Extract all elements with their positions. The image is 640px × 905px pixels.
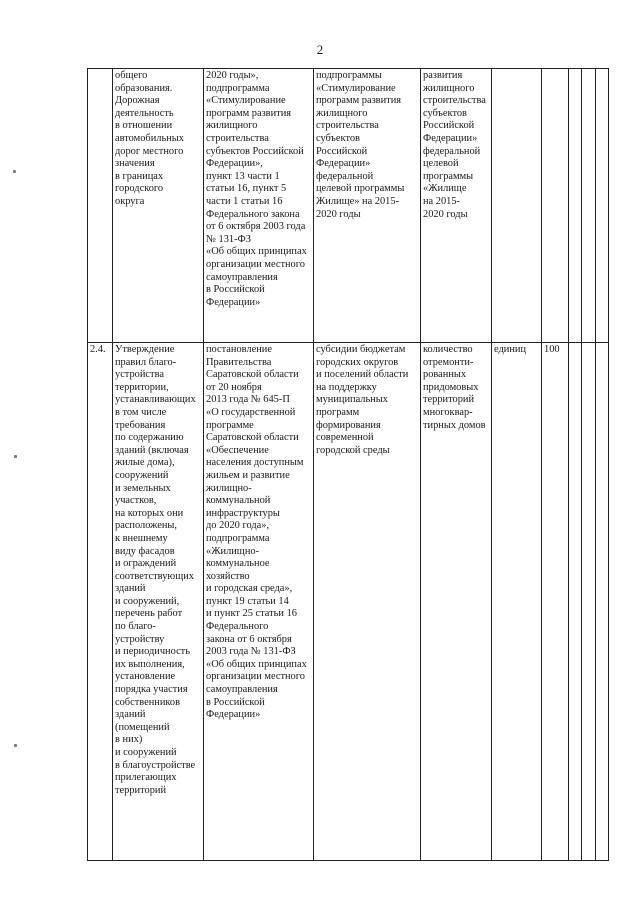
empty-cell: [596, 343, 609, 861]
cell-text-line: установление: [115, 671, 176, 683]
cell-text-line: современной: [316, 432, 374, 444]
row-number-cell: 2.4.: [88, 343, 113, 861]
empty-cell: [596, 69, 609, 343]
cell-text-line: коммунальное: [206, 558, 270, 570]
cell-text-line: жилищного: [316, 107, 368, 119]
cell-text-line: зданий: [115, 709, 146, 721]
cell-text-line: Российской: [316, 145, 368, 157]
cell-text-line: Российской: [423, 120, 475, 132]
cell-text-line: Саратовской области: [206, 432, 299, 444]
cell-text-line: деятельность: [115, 107, 174, 119]
cell-text-line: (помещений: [115, 721, 170, 733]
cell-text-line: «Об общих принципах: [206, 246, 307, 258]
cell-text-line: рованных: [423, 369, 467, 381]
cell-text-line: перечень работ: [115, 608, 183, 620]
cell-text-line: их выполнения,: [115, 658, 185, 670]
empty-cell: [569, 343, 582, 861]
value-cell: [542, 69, 569, 343]
cell-text-line: соответствующих: [115, 570, 194, 582]
indicator-cell: [421, 69, 492, 343]
empty-cell: [569, 69, 582, 343]
empty-cell: [582, 69, 596, 343]
cell-text-line: территорий: [115, 784, 167, 796]
cell-text-line: на которых они: [115, 507, 184, 519]
row-number-cell: [88, 69, 113, 343]
cell-text-line: «Стимулирование: [316, 82, 396, 94]
cell-text-line: субъектов: [316, 132, 360, 144]
cell-text-line: развития: [423, 70, 463, 81]
cell-text-line: программ: [316, 406, 360, 418]
measure-cell: [113, 343, 204, 861]
legal-basis-cell: [204, 69, 314, 343]
cell-text-line: Утверждение: [115, 344, 175, 355]
cell-text-line: зданий (включая: [115, 444, 189, 456]
cell-text-line: жильем и развитие: [206, 469, 290, 481]
cell-text-line: Федерации»,: [206, 158, 263, 170]
cell-text-line: дорог местного: [115, 145, 184, 157]
table-row: [88, 343, 609, 861]
table-row: [88, 69, 609, 343]
cell-text-line: в границах: [115, 170, 164, 182]
cell-text-line: значения: [115, 158, 155, 170]
cell-text-line: 2020 годы»,: [206, 70, 259, 81]
cell-text-line: отремонти-: [423, 356, 474, 368]
cell-text-line: Федерального закона: [206, 208, 300, 220]
cell-text-line: и сооружений,: [115, 595, 180, 607]
value-cell: 100: [542, 343, 569, 861]
cell-text-line: программ развития: [316, 95, 402, 107]
legal-basis-cell: [204, 343, 314, 861]
cell-text-line: придомовых: [423, 381, 479, 393]
cell-text-line: расположены,: [115, 520, 177, 532]
cell-text-line: Федерации»: [316, 158, 371, 170]
cell-text-line: строительства: [423, 95, 486, 107]
cell-text-line: жилые дома),: [115, 457, 175, 469]
cell-text-line: устройству: [115, 633, 165, 645]
cell-text-line: 2003 года № 131-ФЗ: [206, 646, 296, 658]
empty-cell: [582, 343, 596, 861]
cell-text-line: строительства: [206, 132, 269, 144]
cell-text-line: «Стимулирование: [206, 95, 286, 107]
cell-text-line: строительства: [316, 120, 379, 132]
cell-text-line: в Российской: [206, 284, 265, 296]
cell-text-line: зданий: [115, 583, 146, 595]
cell-text-line: 2020 годы: [316, 208, 361, 220]
cell-text-line: федеральной: [423, 145, 481, 157]
cell-text-line: устройства: [115, 369, 164, 381]
scan-margin-mark: [13, 170, 16, 173]
cell-text-line: 2020 годы: [423, 208, 468, 220]
cell-text-line: от 6 октября 2003 года: [206, 221, 306, 233]
cell-text-line: «Жилищно-: [206, 545, 260, 557]
cell-text-line: формирования: [316, 419, 381, 431]
cell-text-line: и ограждений: [115, 558, 177, 570]
cell-text-line: в том числе: [115, 406, 167, 418]
cell-text-line: субсидии бюджетам: [316, 344, 406, 355]
cell-text-line: организации местного: [206, 671, 305, 683]
cell-text-line: программе: [206, 419, 254, 431]
cell-text-line: подпрограмма: [206, 82, 270, 94]
cell-text-line: жилищно-: [206, 482, 252, 494]
cell-text-line: и городская среда»,: [206, 583, 293, 595]
cell-text-line: городских округов: [316, 356, 399, 368]
scan-margin-mark: [14, 455, 17, 458]
cell-text-line: пункт 13 части 1: [206, 170, 280, 182]
cell-text-line: округа: [115, 195, 145, 207]
cell-text-line: «О государственной: [206, 406, 296, 418]
cell-text-line: статьи 16, пункт 5: [206, 183, 287, 195]
cell-text-line: до 2020 года»,: [206, 520, 270, 532]
cell-text-line: пункт 19 статьи 14: [206, 595, 289, 607]
unit-cell: [492, 69, 542, 343]
cell-text-line: виду фасадов: [115, 545, 175, 557]
cell-text-line: Дорожная: [115, 95, 160, 107]
cell-text-line: образования.: [115, 82, 173, 94]
cell-text-line: по благо-: [115, 621, 156, 633]
cell-text-line: программы: [423, 170, 474, 182]
cell-text-line: инфраструктуры: [206, 507, 280, 519]
cell-text-line: территории,: [115, 381, 169, 393]
cell-text-line: на поддержку: [316, 381, 377, 393]
cell-text-line: многоквар-: [423, 406, 473, 418]
cell-text-line: и поселений области: [316, 369, 409, 381]
cell-text-line: населения доступным: [206, 457, 304, 469]
cell-text-line: подпрограммы: [316, 70, 382, 81]
cell-text-line: в благоустройстве: [115, 759, 196, 771]
cell-text-line: субъектов: [423, 107, 467, 119]
cell-text-line: закона от 6 октября: [206, 633, 292, 645]
cell-text-line: сооружений: [115, 469, 169, 481]
cell-text-line: от 20 ноября: [206, 381, 262, 393]
cell-text-line: городской среды: [316, 444, 390, 456]
cell-text-line: муниципальных: [316, 394, 388, 406]
cell-text-line: постановление: [206, 344, 272, 355]
cell-text-line: в них): [115, 734, 143, 746]
cell-text-line: «Об общих принципах: [206, 658, 307, 670]
cell-text-line: Федерации»: [206, 709, 261, 721]
cell-text-line: автомобильных: [115, 132, 184, 144]
cell-text-line: городского: [115, 183, 164, 195]
cell-text-line: правил благо-: [115, 356, 177, 368]
cell-text-line: жилищного: [423, 82, 475, 94]
cell-text-line: федеральной: [316, 170, 374, 182]
cell-text-line: субъектов Российской: [206, 145, 304, 157]
cell-text-line: 2013 года № 645-П: [206, 394, 290, 406]
page-number: 2: [316, 42, 324, 57]
cell-text-line: жилищного: [206, 120, 258, 132]
cell-text-line: Жилище» на 2015-: [316, 195, 400, 207]
cell-text-line: прилегающих: [115, 772, 177, 784]
cell-text-line: и сооружений: [115, 747, 177, 758]
cell-text-line: и периодичность: [115, 646, 190, 658]
cell-text-line: Федерации»: [423, 132, 478, 144]
cell-text-line: № 131-ФЗ: [206, 233, 251, 245]
cell-text-line: хозяйство: [206, 570, 250, 582]
cell-text-line: в отношении: [115, 120, 173, 132]
document-table: [87, 68, 609, 861]
cell-text-line: количество: [423, 344, 473, 355]
cell-text-line: требования: [115, 419, 166, 431]
unit-cell: единиц: [492, 343, 542, 861]
cell-text-line: самоуправления: [206, 684, 278, 696]
cell-text-line: Саратовской области: [206, 369, 299, 381]
cell-text-line: программ развития: [206, 107, 292, 119]
indicator-cell: [421, 343, 492, 861]
cell-text-line: Федерации»: [206, 296, 261, 308]
cell-text-line: Правительства: [206, 356, 272, 368]
cell-text-line: целевой: [423, 158, 459, 170]
cell-text-line: самоуправления: [206, 271, 278, 283]
cell-text-line: по содержанию: [115, 432, 184, 444]
cell-text-line: Федерального: [206, 621, 269, 633]
scan-margin-mark: [14, 744, 17, 747]
cell-text-line: устанавливающих: [115, 394, 196, 406]
cell-text-line: коммунальной: [206, 495, 271, 507]
measure-cell: [113, 69, 204, 343]
cell-text-line: участков,: [115, 495, 157, 507]
cell-text-line: организации местного: [206, 258, 305, 270]
subsidy-cell: [314, 343, 421, 861]
cell-text-line: порядка участия: [115, 684, 188, 696]
subsidy-cell: [314, 69, 421, 343]
cell-text-line: территорий: [423, 394, 475, 406]
cell-text-line: к внешнему: [115, 532, 168, 544]
cell-text-line: собственников: [115, 696, 181, 708]
cell-text-line: общего: [115, 70, 148, 81]
cell-text-line: тирных домов: [423, 419, 486, 431]
cell-text-line: и земельных: [115, 482, 171, 494]
cell-text-line: части 1 статьи 16: [206, 195, 283, 207]
cell-text-line: в Российской: [206, 696, 265, 708]
cell-text-line: на 2015-: [423, 195, 461, 207]
cell-text-line: «Обеспечение: [206, 444, 269, 456]
cell-text-line: и пункт 25 статьи 16: [206, 608, 297, 620]
cell-text-line: целевой программы: [316, 183, 405, 195]
cell-text-line: «Жилище: [423, 183, 467, 195]
cell-text-line: подпрограмма: [206, 532, 270, 544]
